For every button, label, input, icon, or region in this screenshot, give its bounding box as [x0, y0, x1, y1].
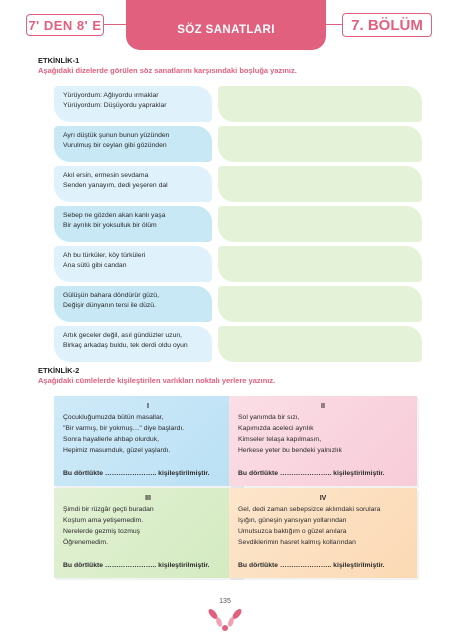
card-line: Herkese yeter bu bendeki yalnızlık: [238, 447, 342, 454]
activity1-title: ETKİNLİK-1: [38, 56, 80, 65]
poem-card-4: [229, 488, 417, 578]
activity1-row: [54, 86, 426, 122]
answer-box[interactable]: [218, 166, 422, 202]
flower-decoration-icon: [205, 606, 245, 634]
card-line: Umutsuzca baktığım o güzel anılara: [238, 528, 347, 535]
fill-prefix: Bu dörtlükte: [238, 562, 279, 569]
grade-label: 7' DEN 8' E: [26, 14, 104, 36]
poem-card-2: [229, 396, 417, 486]
chapter-label: 7. BÖLÜM: [342, 13, 432, 37]
card-line: Işığın, güneşin yansıyan yollarından: [238, 517, 347, 524]
poem-line: Akıl ersin, ermesin sevdama: [63, 172, 149, 179]
card-line: Öğrenemedim.: [63, 539, 108, 546]
answer-box[interactable]: [218, 286, 422, 322]
fill-dots[interactable]: …………………..: [104, 562, 157, 569]
activity1-instruction: Aşağıdaki dizelerde görülen söz sanatlarını karşısındaki boşluğa yazınız.: [38, 66, 297, 75]
fill-dots[interactable]: …………………..: [279, 562, 332, 569]
card-line: Sol yanımda bir sızı,: [238, 414, 300, 421]
card-line: "Bir varmış, bir yokmuş…" diye başlardı.: [63, 425, 185, 432]
activity2-title: ETKİNLİK-2: [38, 366, 80, 375]
card-fill-line[interactable]: [238, 560, 385, 571]
card-line: Kapımızda aceleci ayrılık: [238, 425, 314, 432]
card-numeral: II: [321, 403, 325, 410]
poem-box: [54, 286, 212, 322]
activity2-instruction: Aşağıdaki cümlelerde kişileştirilen varlıkları noktalı yerlere yazınız.: [38, 376, 276, 385]
card-line: Koştum ama yetişemedim.: [63, 517, 144, 524]
card-numeral: III: [145, 495, 151, 502]
poem-box: [54, 246, 212, 282]
answer-box[interactable]: [218, 86, 422, 122]
fill-prefix: Bu dörtlükte: [63, 470, 104, 477]
poem-line: Artık geceler değil, asıl gündüzler uzun,: [63, 332, 183, 339]
poem-line: Bir ayrılık bir yoksulluk bir ölüm: [63, 222, 157, 229]
card-numeral: I: [147, 403, 149, 410]
fill-suffix: kişileştirilmiştir.: [158, 562, 210, 569]
poem-box: [54, 326, 212, 362]
answer-box[interactable]: [218, 246, 422, 282]
poem-box: [54, 126, 212, 162]
answer-box[interactable]: [218, 326, 422, 362]
activity1-row: [54, 246, 426, 282]
answer-box[interactable]: [218, 126, 422, 162]
fill-suffix: kişileştirilmiştir.: [333, 562, 385, 569]
header-rule-left: [104, 24, 126, 25]
card-fill-line[interactable]: [238, 468, 385, 479]
poem-line: Senden yanayım, dedi yeşeren dal: [63, 182, 168, 189]
header-rule-right: [326, 24, 342, 25]
poem-line: Birkaç arkadaş buldu, tek derdi oldu oyun: [63, 342, 188, 349]
fill-suffix: kişileştirilmiştir.: [158, 470, 210, 477]
activity1-row: [54, 126, 426, 162]
fill-dots[interactable]: …………………..: [279, 470, 332, 477]
poem-line: Gülüşün bahara döndürür güzü,: [63, 292, 159, 299]
card-fill-line[interactable]: [63, 560, 210, 571]
poem-line: Ah bu türküler, köy türküleri: [63, 252, 146, 259]
page-title: SÖZ SANATLARI: [126, 0, 326, 50]
fill-suffix: kişileştirilmiştir.: [333, 470, 385, 477]
card-line: Sevdiklerimin hasret kalmış kollarından: [238, 539, 356, 546]
poem-line: Vurulmuş bir ceylan gibi gözünden: [63, 142, 167, 149]
page-number: 135: [219, 598, 231, 605]
card-line: Sonra hayallerle ahbap olurduk,: [63, 436, 159, 443]
card-line: Nerelerde gezmiş tozmuş: [63, 528, 141, 535]
activity1-row: [54, 326, 426, 362]
answer-box[interactable]: [218, 206, 422, 242]
poem-box: [54, 166, 212, 202]
poem-line: Sebep ne gözden akan kanlı yaşa: [63, 212, 166, 219]
fill-prefix: Bu dörtlükte: [238, 470, 279, 477]
activity1-row: [54, 206, 426, 242]
card-line: Çocukluğumuzda bütün masallar,: [63, 414, 164, 421]
poem-line: Ayrı düştük şunun bunun yüzünden: [63, 132, 170, 139]
card-line: Kimseler telaşa kapılmasın,: [238, 436, 322, 443]
poem-box: [54, 86, 212, 122]
card-fill-line[interactable]: [63, 468, 210, 479]
activity1-row: [54, 286, 426, 322]
poem-line: Ana sütü gibi candan: [63, 262, 127, 269]
card-line: Şimdi bir rüzgâr geçti buradan: [63, 506, 154, 513]
poem-card-1: [54, 396, 242, 486]
poem-line: Yürüyordum: Ağlıyordu ırmaklar: [63, 92, 159, 99]
fill-dots[interactable]: …………………..: [104, 470, 157, 477]
card-numeral: IV: [319, 495, 327, 502]
card-line: Gel, dedi zaman sebepsizce aklımdaki sorulara: [238, 506, 381, 513]
poem-line: Değişir dünyanın tersi ile düzü.: [63, 302, 156, 309]
card-line: Hepimiz masumduk, güzel yaşlardı.: [63, 447, 171, 454]
fill-prefix: Bu dörtlükte: [63, 562, 104, 569]
poem-line: Yürüyordum: Düşüyordu yapraklar: [63, 102, 167, 109]
poem-box: [54, 206, 212, 242]
activity1-row: [54, 166, 426, 202]
poem-card-3: [54, 488, 242, 578]
